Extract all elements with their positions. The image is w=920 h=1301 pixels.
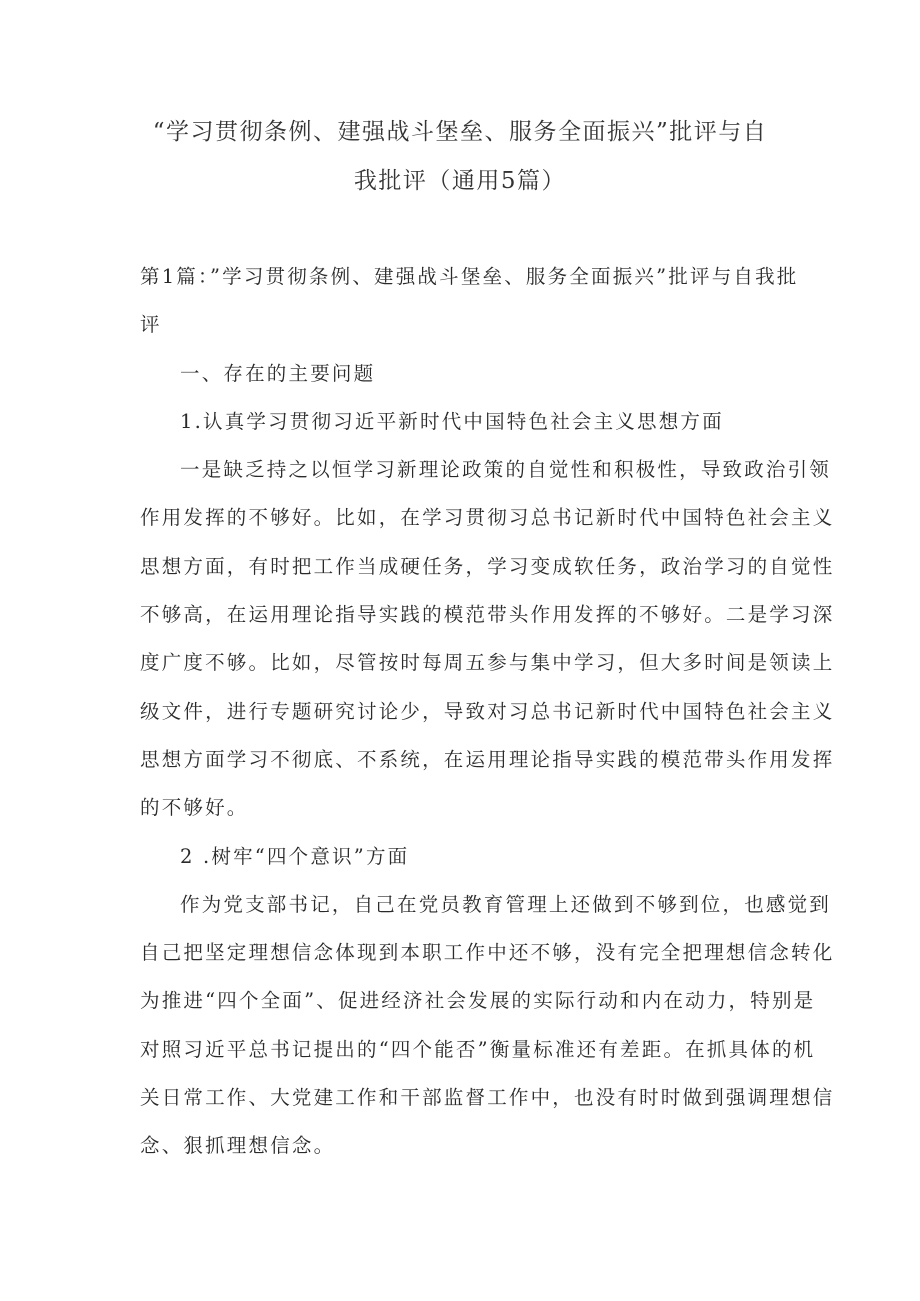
chapter-heading-line-1: 第1篇：”学习贯彻条例、建强战斗堡垒、服务全面振兴”批评与自我批 — [140, 265, 799, 288]
document-title — [140, 108, 780, 206]
paragraph-line: 念、狠抓理想信念。 — [140, 1134, 336, 1158]
section-1-heading: 一、存在的主要问题 — [180, 361, 376, 385]
paragraph-line: 作用发挥的不够好。比如，在学习贯彻习总书记新时代中国特色社会主义 — [140, 506, 835, 530]
paragraph-line: 级文件，进行专题研究讨论少，导致对习总书记新时代中国特色社会主义 — [140, 699, 835, 723]
title-line-2: 我批评（通用5篇） — [353, 168, 567, 194]
item-1-heading: 1.认真学习贯彻习近平新时代中国特色社会主义思想方面 — [180, 409, 724, 433]
paragraph-line: 关日常工作、大党建工作和干部监督工作中，也没有时时做到强调理想信 — [140, 1086, 835, 1110]
paragraph-line: 对照习近平总书记提出的“四个能否”衡量标准还有差距。在抓具体的机 — [140, 1037, 816, 1061]
chapter-heading — [140, 253, 799, 350]
paragraph-line: 自己把坚定理想信念体现到本职工作中还不够，没有完全把理想信念转化 — [140, 941, 835, 965]
document-body — [140, 253, 835, 1171]
paragraph-line: 的不够好。 — [140, 796, 249, 820]
item-heading — [140, 398, 786, 446]
paragraph-line: 思想方面，有时把工作当成硬任务，学习变成软任务，政治学习的自觉性 — [140, 554, 835, 578]
paragraph-line: 度广度不够。比如，尽管按时每周五参与集中学习，但大多时间是领读上 — [140, 651, 835, 675]
chapter-heading-line-2: 评 — [140, 313, 162, 337]
title-line-1: “学习贯彻条例、建强战斗堡垒、服务全面振兴”批评与自 — [152, 119, 768, 145]
item-2-heading: 2 .树牢“四个意识”方面 — [180, 844, 410, 868]
paragraph-line: 为推进“四个全面”、促进经济社会发展的实际行动和内在动力，特别是 — [140, 989, 816, 1013]
paragraph-line: 作为党支部书记，自己在党员教育管理上还做到不够到位，也感觉到 — [180, 892, 832, 916]
item-1-paragraph — [140, 446, 835, 832]
item-heading — [140, 833, 786, 881]
paragraph-line: 一是缺乏持之以恒学习新理论政策的自觉性和积极性，导致政治引领 — [180, 458, 832, 482]
item-2-paragraph — [140, 881, 835, 1171]
paragraph-line: 不够高，在运用理论指导实践的模范带头作用发挥的不够好。二是学习深 — [140, 603, 835, 627]
paragraph-line: 思想方面学习不彻底、不系统，在运用理论指导实践的模范带头作用发挥 — [140, 747, 835, 771]
section-heading — [140, 350, 786, 398]
